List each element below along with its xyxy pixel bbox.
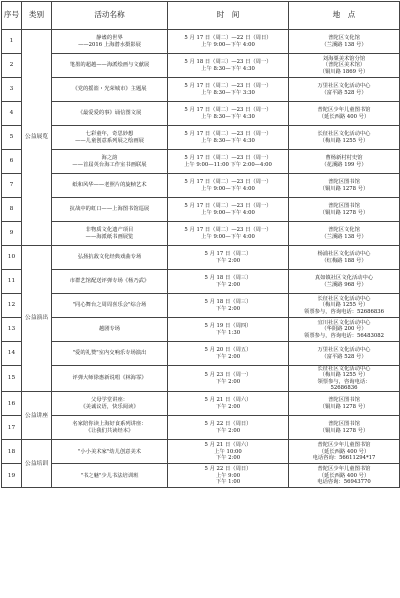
activity-name-line: 《让我们共读经本》 bbox=[85, 427, 134, 434]
activity-place-line: 电话咨询：56611294*17 bbox=[312, 454, 376, 461]
activity-name bbox=[52, 150, 168, 174]
activity-time-line: 5 月 17 日（周二） bbox=[204, 251, 252, 258]
activity-name-line: 七彩童年，奇思妙想 bbox=[85, 131, 134, 138]
activity-time-line: 下午 1:00 bbox=[215, 478, 241, 485]
activity-place bbox=[289, 464, 400, 488]
activity-name-line: 弘扬抗敌文化经典戏曲专场 bbox=[77, 254, 142, 261]
activity-place bbox=[289, 318, 400, 342]
activity-place-line: 万里社区文化活动中心 bbox=[317, 347, 371, 354]
activity-time-line: 下午 2:00 bbox=[215, 305, 241, 312]
schedule-table bbox=[1, 1, 400, 488]
activity-name-line: "同心舞台之周周喜乐会"综合场 bbox=[72, 302, 147, 309]
activity-time bbox=[168, 342, 289, 366]
activity-place bbox=[289, 222, 400, 246]
activity-place bbox=[289, 366, 400, 392]
activity-time-line: 5 月 17 日（周二）—23 日（周一） bbox=[184, 179, 272, 186]
activity-place-line: （延长西路 400 号） bbox=[318, 113, 370, 120]
table-body bbox=[2, 30, 400, 488]
row-number: 4 bbox=[2, 102, 22, 126]
activity-name-line: 父母学堂讲座： bbox=[90, 397, 129, 404]
activity-name bbox=[52, 318, 168, 342]
activity-place-line: （花溪路 199 号） bbox=[321, 161, 367, 168]
activity-place-line: （铜川路 1278 号） bbox=[319, 185, 369, 192]
activity-place-line: 长征社区文化活动中心 bbox=[317, 296, 371, 303]
activity-place-line: 领票参与，咨询电话：56483082 bbox=[304, 332, 384, 339]
activity-time-line: 上午 8:30—下午 4:30 bbox=[201, 65, 255, 72]
activity-name bbox=[52, 222, 168, 246]
row-number: 9 bbox=[2, 222, 22, 246]
header-place: 地 点 bbox=[289, 2, 400, 30]
activity-time-line: 上午 9:00 bbox=[215, 472, 241, 479]
activity-time-line: 上午 9:00—下午 4:00 bbox=[201, 41, 255, 48]
activity-name-line: 海之韵 bbox=[101, 155, 118, 162]
activity-place-line: （普陀区美术馆） bbox=[322, 62, 366, 69]
table-row bbox=[2, 30, 400, 54]
activity-place bbox=[289, 416, 400, 440]
activity-place bbox=[289, 392, 400, 416]
activity-time-line: 下午 2:00 bbox=[215, 281, 241, 288]
table-row bbox=[2, 150, 400, 174]
row-number: 1 bbox=[2, 30, 22, 54]
activity-time-line: 5 月 17 日（周二）—23 日（周一） bbox=[184, 155, 272, 162]
row-number: 10 bbox=[2, 246, 22, 270]
activity-time-line: 下午 2:00 bbox=[215, 378, 241, 385]
activity-place-line: 普陀区少年儿童图书馆 bbox=[317, 466, 371, 473]
table-row bbox=[2, 126, 400, 150]
activity-name-line: 非物质文化遗产项目 bbox=[85, 227, 134, 234]
table-row bbox=[2, 222, 400, 246]
activity-place-line: 领票参与，咨询电话： bbox=[317, 378, 371, 385]
category-cell: 公益培训 bbox=[22, 440, 52, 488]
activity-name-line: 《美诚议语，快乐阅读》 bbox=[80, 403, 139, 410]
activity-place-line: （富平路 528 号） bbox=[321, 89, 367, 96]
activity-time bbox=[168, 102, 289, 126]
activity-name bbox=[52, 174, 168, 198]
activity-time bbox=[168, 222, 289, 246]
table-row bbox=[2, 392, 400, 416]
activity-name-line: "小小美术家"幼儿创意美术 bbox=[77, 448, 142, 455]
activity-name bbox=[52, 294, 168, 318]
activity-time-line: 5 月 18 日（周三） bbox=[204, 299, 252, 306]
activity-time-line: 上午 8:30—下午 4:30 bbox=[201, 137, 255, 144]
activity-place-line: 万里社区文化活动中心 bbox=[317, 83, 371, 90]
activity-time-line: 5 月 17 日（周二）—23 日（周一） bbox=[184, 131, 272, 138]
activity-time-line: 5 月 22 日（周日） bbox=[204, 421, 252, 428]
row-number: 19 bbox=[2, 464, 22, 488]
activity-place-line: 普陀区文化馆 bbox=[328, 227, 360, 234]
activity-time-line: 5 月 17 日（周二）—22 日（周日） bbox=[184, 35, 272, 42]
activity-time-line: 5 月 21 日（周六） bbox=[204, 442, 252, 449]
activity-place-line: （梅川路 1255 号） bbox=[319, 137, 369, 144]
header-no: 序号 bbox=[2, 2, 22, 30]
activity-place-line: 普陀区图书馆 bbox=[328, 179, 360, 186]
row-number: 11 bbox=[2, 270, 22, 294]
activity-place-line: 长征社区文化活动中心 bbox=[317, 131, 371, 138]
activity-time-line: 5 月 23 日（周一） bbox=[204, 372, 252, 379]
activity-place bbox=[289, 102, 400, 126]
activity-place-line: （兰溪路 968 号） bbox=[321, 281, 367, 288]
activity-time bbox=[168, 150, 289, 174]
activity-place-line: （延长西路 400 号） bbox=[318, 472, 370, 479]
activity-time-line: 5 月 17 日（周二）—23 日（周一） bbox=[184, 83, 272, 90]
activity-time-line: 5 月 18 日（周三）—23 日（周一） bbox=[184, 59, 272, 66]
activity-time-line: 5 月 17 日（周二）—23 日（周一） bbox=[184, 227, 272, 234]
activity-time bbox=[168, 440, 289, 464]
row-number: 14 bbox=[2, 342, 22, 366]
activity-name-line: ——海派纸书画展览 bbox=[85, 233, 134, 240]
activity-name bbox=[52, 78, 168, 102]
activity-time-line: 上午 9:00—11:00 下午 2:00—4:00 bbox=[184, 161, 272, 168]
activity-place bbox=[289, 246, 400, 270]
activity-name-line: 静谧的世界 bbox=[96, 35, 123, 42]
activity-place-line: 电话咨询：56943770 bbox=[317, 478, 371, 485]
activity-name bbox=[52, 54, 168, 78]
activity-name bbox=[52, 246, 168, 270]
row-number: 13 bbox=[2, 318, 22, 342]
activity-time-line: 上午 9:00—下午 4:00 bbox=[201, 209, 255, 216]
activity-place-line: （华阴路 200 号） bbox=[321, 326, 367, 333]
activity-place bbox=[289, 174, 400, 198]
activity-time-line: 下午 2:00 bbox=[215, 403, 241, 410]
table-row bbox=[2, 270, 400, 294]
table-row bbox=[2, 318, 400, 342]
activity-place-line: （富平路 528 号） bbox=[321, 353, 367, 360]
header-category: 类别 bbox=[22, 2, 52, 30]
activity-place-line: （兰溪路 138 号） bbox=[321, 233, 367, 240]
activity-time-line: 下午 1:30 bbox=[215, 329, 241, 336]
activity-time-line: 5 月 17 日（周二）—23 日（周一） bbox=[184, 107, 272, 114]
activity-place-line: 宜川社区文化活动中心 bbox=[317, 320, 371, 327]
table-row bbox=[2, 342, 400, 366]
activity-time bbox=[168, 270, 289, 294]
activity-time bbox=[168, 392, 289, 416]
header-row bbox=[2, 2, 400, 30]
activity-time bbox=[168, 78, 289, 102]
activity-place-line: 真如镇社区文化活动中心 bbox=[314, 275, 374, 282]
activity-name bbox=[52, 366, 168, 392]
activity-name bbox=[52, 126, 168, 150]
activity-name bbox=[52, 342, 168, 366]
category-cell: 公益讲座 bbox=[22, 392, 52, 440]
activity-place bbox=[289, 294, 400, 318]
activity-place-line: 普陀区少年儿童图书馆 bbox=[317, 107, 371, 114]
activity-place-line: 领票参与，咨询电话：52686836 bbox=[304, 308, 384, 315]
row-number: 16 bbox=[2, 392, 22, 416]
activity-place bbox=[289, 440, 400, 464]
table-row bbox=[2, 78, 400, 102]
table-row bbox=[2, 174, 400, 198]
activity-name-line: "爱的礼赞"室内交响乐专场演出 bbox=[72, 350, 147, 357]
row-number: 7 bbox=[2, 174, 22, 198]
table-row bbox=[2, 54, 400, 78]
activity-time bbox=[168, 366, 289, 392]
row-number: 3 bbox=[2, 78, 22, 102]
activity-time bbox=[168, 30, 289, 54]
activity-place bbox=[289, 270, 400, 294]
activity-place-line: 普陀区图书馆 bbox=[328, 203, 360, 210]
activity-place bbox=[289, 54, 400, 78]
category-cell: 公益演出 bbox=[22, 246, 52, 392]
activity-time-line: 下午 2:00 bbox=[215, 353, 241, 360]
row-number: 6 bbox=[2, 150, 22, 174]
activity-place bbox=[289, 198, 400, 222]
activity-place bbox=[289, 342, 400, 366]
activity-place bbox=[289, 150, 400, 174]
activity-name-line: 越剧专场 bbox=[98, 326, 121, 333]
activity-name-line: "书之魅"少儿书法培训班 bbox=[80, 472, 139, 479]
activity-name bbox=[52, 102, 168, 126]
activity-time-line: 上午 10:00 bbox=[214, 448, 242, 455]
activity-place-line: （铜川路 1278 号） bbox=[319, 209, 369, 216]
activity-time-line: 下午 2:00 bbox=[215, 427, 241, 434]
activity-time-line: 上午 9:00—下午 4:00 bbox=[201, 233, 255, 240]
activity-time bbox=[168, 174, 289, 198]
activity-place-line: （延长西路 400 号） bbox=[318, 448, 370, 455]
activity-place bbox=[289, 30, 400, 54]
activity-time bbox=[168, 416, 289, 440]
activity-name bbox=[52, 30, 168, 54]
activity-time-line: 5 月 22 日（周日） bbox=[204, 466, 252, 473]
row-number: 15 bbox=[2, 366, 22, 392]
activity-name-line: 市群艺馆配送评弹专场《杨乃武》 bbox=[69, 278, 150, 285]
activity-time-line: 5 月 21 日（周六） bbox=[204, 397, 252, 404]
activity-time-line: 下午 2:00 bbox=[215, 257, 241, 264]
header-activity: 活动名称 bbox=[52, 2, 168, 30]
activity-place-line: 52686836 bbox=[330, 384, 358, 391]
activity-place-line: （铜川路 1278 号） bbox=[319, 427, 369, 434]
activity-name-line: 《党的摇篮・光荣城市》主题展 bbox=[72, 86, 147, 93]
activity-place-line: 刘海粟美术馆分馆 bbox=[322, 56, 366, 63]
activity-place-line: （铜川路 1869 号） bbox=[319, 68, 369, 75]
header-time: 时 间 bbox=[168, 2, 289, 30]
row-number: 18 bbox=[2, 440, 22, 464]
activity-name bbox=[52, 198, 168, 222]
activity-place-line: 杨浦社区文化活动中心 bbox=[317, 251, 371, 258]
activity-time-line: 下午 2:00 bbox=[215, 454, 241, 461]
activity-name-line: 纸和风华——老照片的旋帧艺术 bbox=[72, 182, 147, 189]
activity-time-line: 5 月 19 日（周四） bbox=[204, 323, 252, 330]
activity-place bbox=[289, 78, 400, 102]
activity-time bbox=[168, 294, 289, 318]
activity-place-line: （铜川路 1278 号） bbox=[319, 403, 369, 410]
row-number: 12 bbox=[2, 294, 22, 318]
activity-place-line: （梅川路 1255 号） bbox=[319, 302, 369, 309]
activity-time bbox=[168, 54, 289, 78]
activity-time bbox=[168, 464, 289, 488]
activity-name bbox=[52, 416, 168, 440]
activity-time bbox=[168, 318, 289, 342]
activity-name-line: ——首届英台海工作室书画联展 bbox=[72, 161, 147, 168]
row-number: 5 bbox=[2, 126, 22, 150]
activity-time-line: 上午 9:00—下午 4:00 bbox=[201, 185, 255, 192]
activity-name bbox=[52, 464, 168, 488]
table-row bbox=[2, 102, 400, 126]
activity-time bbox=[168, 126, 289, 150]
activity-place-line: （红梅路 188 号） bbox=[321, 257, 367, 264]
table-row bbox=[2, 246, 400, 270]
table-row bbox=[2, 198, 400, 222]
activity-name-line: 名家陪你读上海好食系列讲座： bbox=[72, 421, 147, 428]
row-number: 17 bbox=[2, 416, 22, 440]
activity-name-line: 笔墨的超越——海派绘画与文献展 bbox=[69, 62, 150, 69]
activity-name bbox=[52, 270, 168, 294]
activity-place-line: （兰溪路 138 号） bbox=[321, 41, 367, 48]
row-number: 2 bbox=[2, 54, 22, 78]
activity-name-line: 《最爱爱的事》诵信图文展 bbox=[77, 110, 142, 117]
table-row bbox=[2, 294, 400, 318]
table-row bbox=[2, 366, 400, 392]
activity-place-line: 普陀区图书馆 bbox=[328, 397, 360, 404]
activity-time-line: 5 月 17 日（周二）—23 日（周一） bbox=[184, 203, 272, 210]
activity-name bbox=[52, 392, 168, 416]
activity-place-line: 曹杨新村村史馆 bbox=[325, 155, 363, 162]
activity-name-line: ——2016 上海潜水摄影展 bbox=[78, 41, 141, 48]
activity-place-line: 普陀区图书馆 bbox=[328, 421, 360, 428]
activity-name-line: 评弹大师徐惠新说唱《林海霏》 bbox=[72, 375, 147, 382]
activity-place-line: 普陀区少年儿童图书馆 bbox=[317, 442, 371, 449]
activity-place-line: 普陀区文化馆 bbox=[328, 35, 360, 42]
row-number: 8 bbox=[2, 198, 22, 222]
table-row bbox=[2, 440, 400, 464]
activity-time-line: 上午 8:30—下午 4:30 bbox=[201, 113, 255, 120]
activity-time-line: 5 月 20 日（周五） bbox=[204, 347, 252, 354]
category-cell: 公益展览 bbox=[22, 30, 52, 246]
table-row bbox=[2, 416, 400, 440]
activity-time bbox=[168, 246, 289, 270]
activity-time-line: 5 月 18 日（周三） bbox=[204, 275, 252, 282]
activity-place-line: 长征社区文化活动中心 bbox=[317, 366, 371, 372]
activity-time-line: 上午 8:30—下午 3:30 bbox=[201, 89, 255, 96]
activity-place bbox=[289, 126, 400, 150]
activity-time bbox=[168, 198, 289, 222]
activity-name-line: 抗战中的虹口——上海图书馆巡展 bbox=[69, 206, 150, 213]
activity-name-line: ——儿童创意系列展之绘画展 bbox=[75, 137, 144, 144]
activity-name bbox=[52, 440, 168, 464]
table-row bbox=[2, 464, 400, 488]
activity-place-line: （梅川路 1255 号） bbox=[319, 372, 369, 379]
